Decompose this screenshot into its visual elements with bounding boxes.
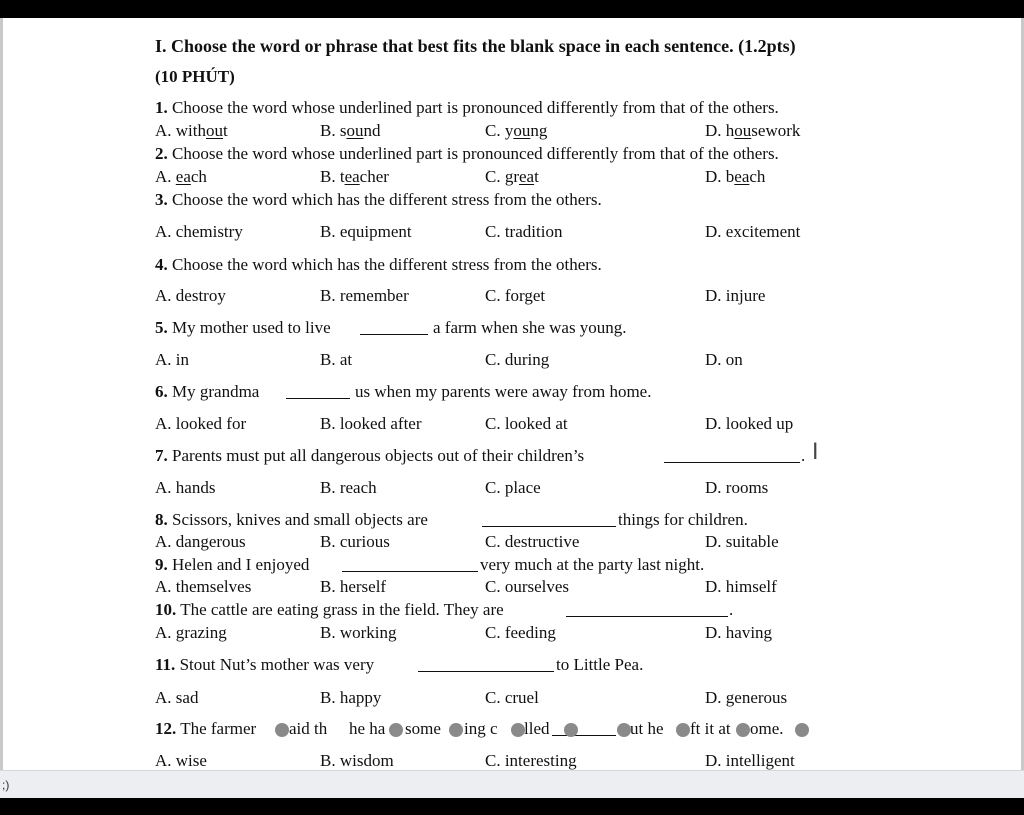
q5-option-b[interactable]: B. at	[320, 350, 353, 369]
q6-option-a[interactable]: A. looked for	[155, 414, 247, 433]
q11-option-a[interactable]: A. sad	[155, 688, 199, 707]
question-11-start: 11. Stout Nut’s mother was very	[155, 655, 375, 674]
answer-blank	[552, 735, 616, 736]
obscured-mark	[617, 723, 631, 737]
question-12-fragment: he ha	[349, 719, 386, 738]
status-text: ;)	[2, 778, 10, 792]
q7-option-b[interactable]: B. reach	[320, 478, 377, 497]
q8-option-c[interactable]: C. destructive	[485, 532, 580, 551]
question-12-fragment: lled	[524, 719, 550, 738]
page-left-border	[0, 18, 3, 770]
question-12-fragment: ing c	[464, 719, 498, 738]
question-3: 3. Choose the word which has the different stress from the others.	[155, 190, 602, 209]
answer-blank	[342, 571, 478, 572]
q5-option-c[interactable]: C. during	[485, 350, 550, 369]
q10-option-c[interactable]: C. feeding	[485, 623, 556, 642]
question-6-end: us when my parents were away from home.	[355, 382, 652, 401]
obscured-mark	[275, 723, 289, 737]
question-11-end: to Little Pea.	[556, 655, 644, 674]
obscured-mark	[676, 723, 690, 737]
question-9-start: 9. Helen and I enjoyed	[155, 555, 310, 574]
question-4: 4. Choose the word which has the different stress from the others.	[155, 255, 602, 274]
q11-option-b[interactable]: B. happy	[320, 688, 382, 707]
question-7-start: 7. Parents must put all dangerous objects out of their children’s	[155, 446, 585, 465]
q12-option-b[interactable]: B. wisdom	[320, 751, 394, 770]
q3-option-c[interactable]: C. tradition	[485, 222, 563, 241]
q12-option-d[interactable]: D. intelligent	[705, 751, 795, 770]
q11-option-d[interactable]: D. generous	[705, 688, 788, 707]
question-7-end: .	[801, 446, 806, 465]
question-8-start: 8. Scissors, knives and small objects are	[155, 510, 428, 529]
question-5-start: 5. My mother used to live	[155, 318, 331, 337]
q8-option-d[interactable]: D. suitable	[705, 532, 779, 551]
question-5-end: a farm when she was young.	[433, 318, 627, 337]
q7-option-c[interactable]: C. place	[485, 478, 541, 497]
q11-option-c[interactable]: C. cruel	[485, 688, 539, 707]
answer-blank	[286, 398, 350, 399]
q7-option-d[interactable]: D. rooms	[705, 478, 769, 497]
q4-option-c[interactable]: C. forget	[485, 286, 546, 305]
question-8-end: things for children.	[618, 510, 748, 529]
q10-option-a[interactable]: A. grazing	[155, 623, 227, 642]
obscured-mark	[511, 723, 525, 737]
obscured-mark	[736, 723, 750, 737]
question-12-fragment: ft it at	[690, 719, 731, 738]
question-6-start: 6. My grandma	[155, 382, 260, 401]
q3-option-a[interactable]: A. chemistry	[155, 222, 243, 241]
answer-blank	[664, 462, 800, 463]
q10-option-b[interactable]: B. working	[320, 623, 397, 642]
q10-option-d[interactable]: D. having	[705, 623, 773, 642]
q12-option-a[interactable]: A. wise	[155, 751, 207, 770]
q4-option-b[interactable]: B. remember	[320, 286, 409, 305]
q2-option-b[interactable]: B. teacher	[320, 167, 389, 186]
q7-option-a[interactable]: A. hands	[155, 478, 216, 497]
q12-option-c[interactable]: C. interesting	[485, 751, 577, 770]
answer-blank	[482, 526, 616, 527]
section-subheading: (10 PHÚT)	[155, 67, 235, 86]
q6-option-c[interactable]: C. looked at	[485, 414, 568, 433]
q8-option-b[interactable]: B. curious	[320, 532, 390, 551]
q6-option-b[interactable]: B. looked after	[320, 414, 422, 433]
q9-option-a[interactable]: A. themselves	[155, 577, 252, 596]
q1-option-d[interactable]: D. housework	[705, 121, 801, 140]
question-12-fragment: aid th	[289, 719, 328, 738]
status-bar	[0, 770, 1024, 799]
q3-option-d[interactable]: D. excitement	[705, 222, 801, 241]
bottom-black-bar	[0, 798, 1024, 815]
q8-option-a[interactable]: A. dangerous	[155, 532, 246, 551]
question-10-start: 10. The cattle are eating grass in the field. They are	[155, 600, 504, 619]
obscured-mark	[389, 723, 403, 737]
document-page	[0, 18, 1024, 770]
question-9-end: very much at the party last night.	[480, 555, 705, 574]
q4-option-d[interactable]: D. injure	[705, 286, 766, 305]
question-12-fragment: ut he	[630, 719, 664, 738]
q2-option-d[interactable]: D. beach	[705, 167, 766, 186]
q2-option-a[interactable]: A. each	[155, 167, 207, 186]
answer-blank	[360, 334, 428, 335]
section-heading: I. Choose the word or phrase that best fits the blank space in each sentence. (1.2pts)	[155, 36, 796, 56]
answer-blank	[418, 671, 554, 672]
answer-blank	[566, 616, 728, 617]
obscured-mark	[449, 723, 463, 737]
q1-option-a[interactable]: A. without	[155, 121, 228, 140]
q5-option-d[interactable]: D. on	[705, 350, 743, 369]
q9-option-c[interactable]: C. ourselves	[485, 577, 570, 596]
question-1: 1. Choose the word whose underlined part is pronounced differently from that of the others.	[155, 98, 779, 117]
q2-option-c[interactable]: C. great	[485, 167, 539, 186]
q1-option-c[interactable]: C. young	[485, 121, 548, 140]
q9-option-d[interactable]: D. himself	[705, 577, 777, 596]
q1-option-b[interactable]: B. sound	[320, 121, 381, 140]
question-12-fragment: some	[405, 719, 441, 738]
question-12-fragment: ome.	[750, 719, 784, 738]
question-12-start: 12. The farmer	[155, 719, 257, 738]
q9-option-b[interactable]: B. herself	[320, 577, 387, 596]
q5-option-a[interactable]: A. in	[155, 350, 189, 369]
question-2: 2. Choose the word whose underlined part is pronounced differently from that of the others.	[155, 144, 779, 163]
question-10-end: .	[729, 600, 734, 619]
q6-option-d[interactable]: D. looked up	[705, 414, 794, 433]
q4-option-a[interactable]: A. destroy	[155, 286, 226, 305]
top-black-bar	[0, 0, 1024, 18]
obscured-mark	[795, 723, 809, 737]
text-cursor-icon: I	[812, 440, 819, 465]
q3-option-b[interactable]: B. equipment	[320, 222, 412, 241]
obscured-mark	[564, 723, 578, 737]
